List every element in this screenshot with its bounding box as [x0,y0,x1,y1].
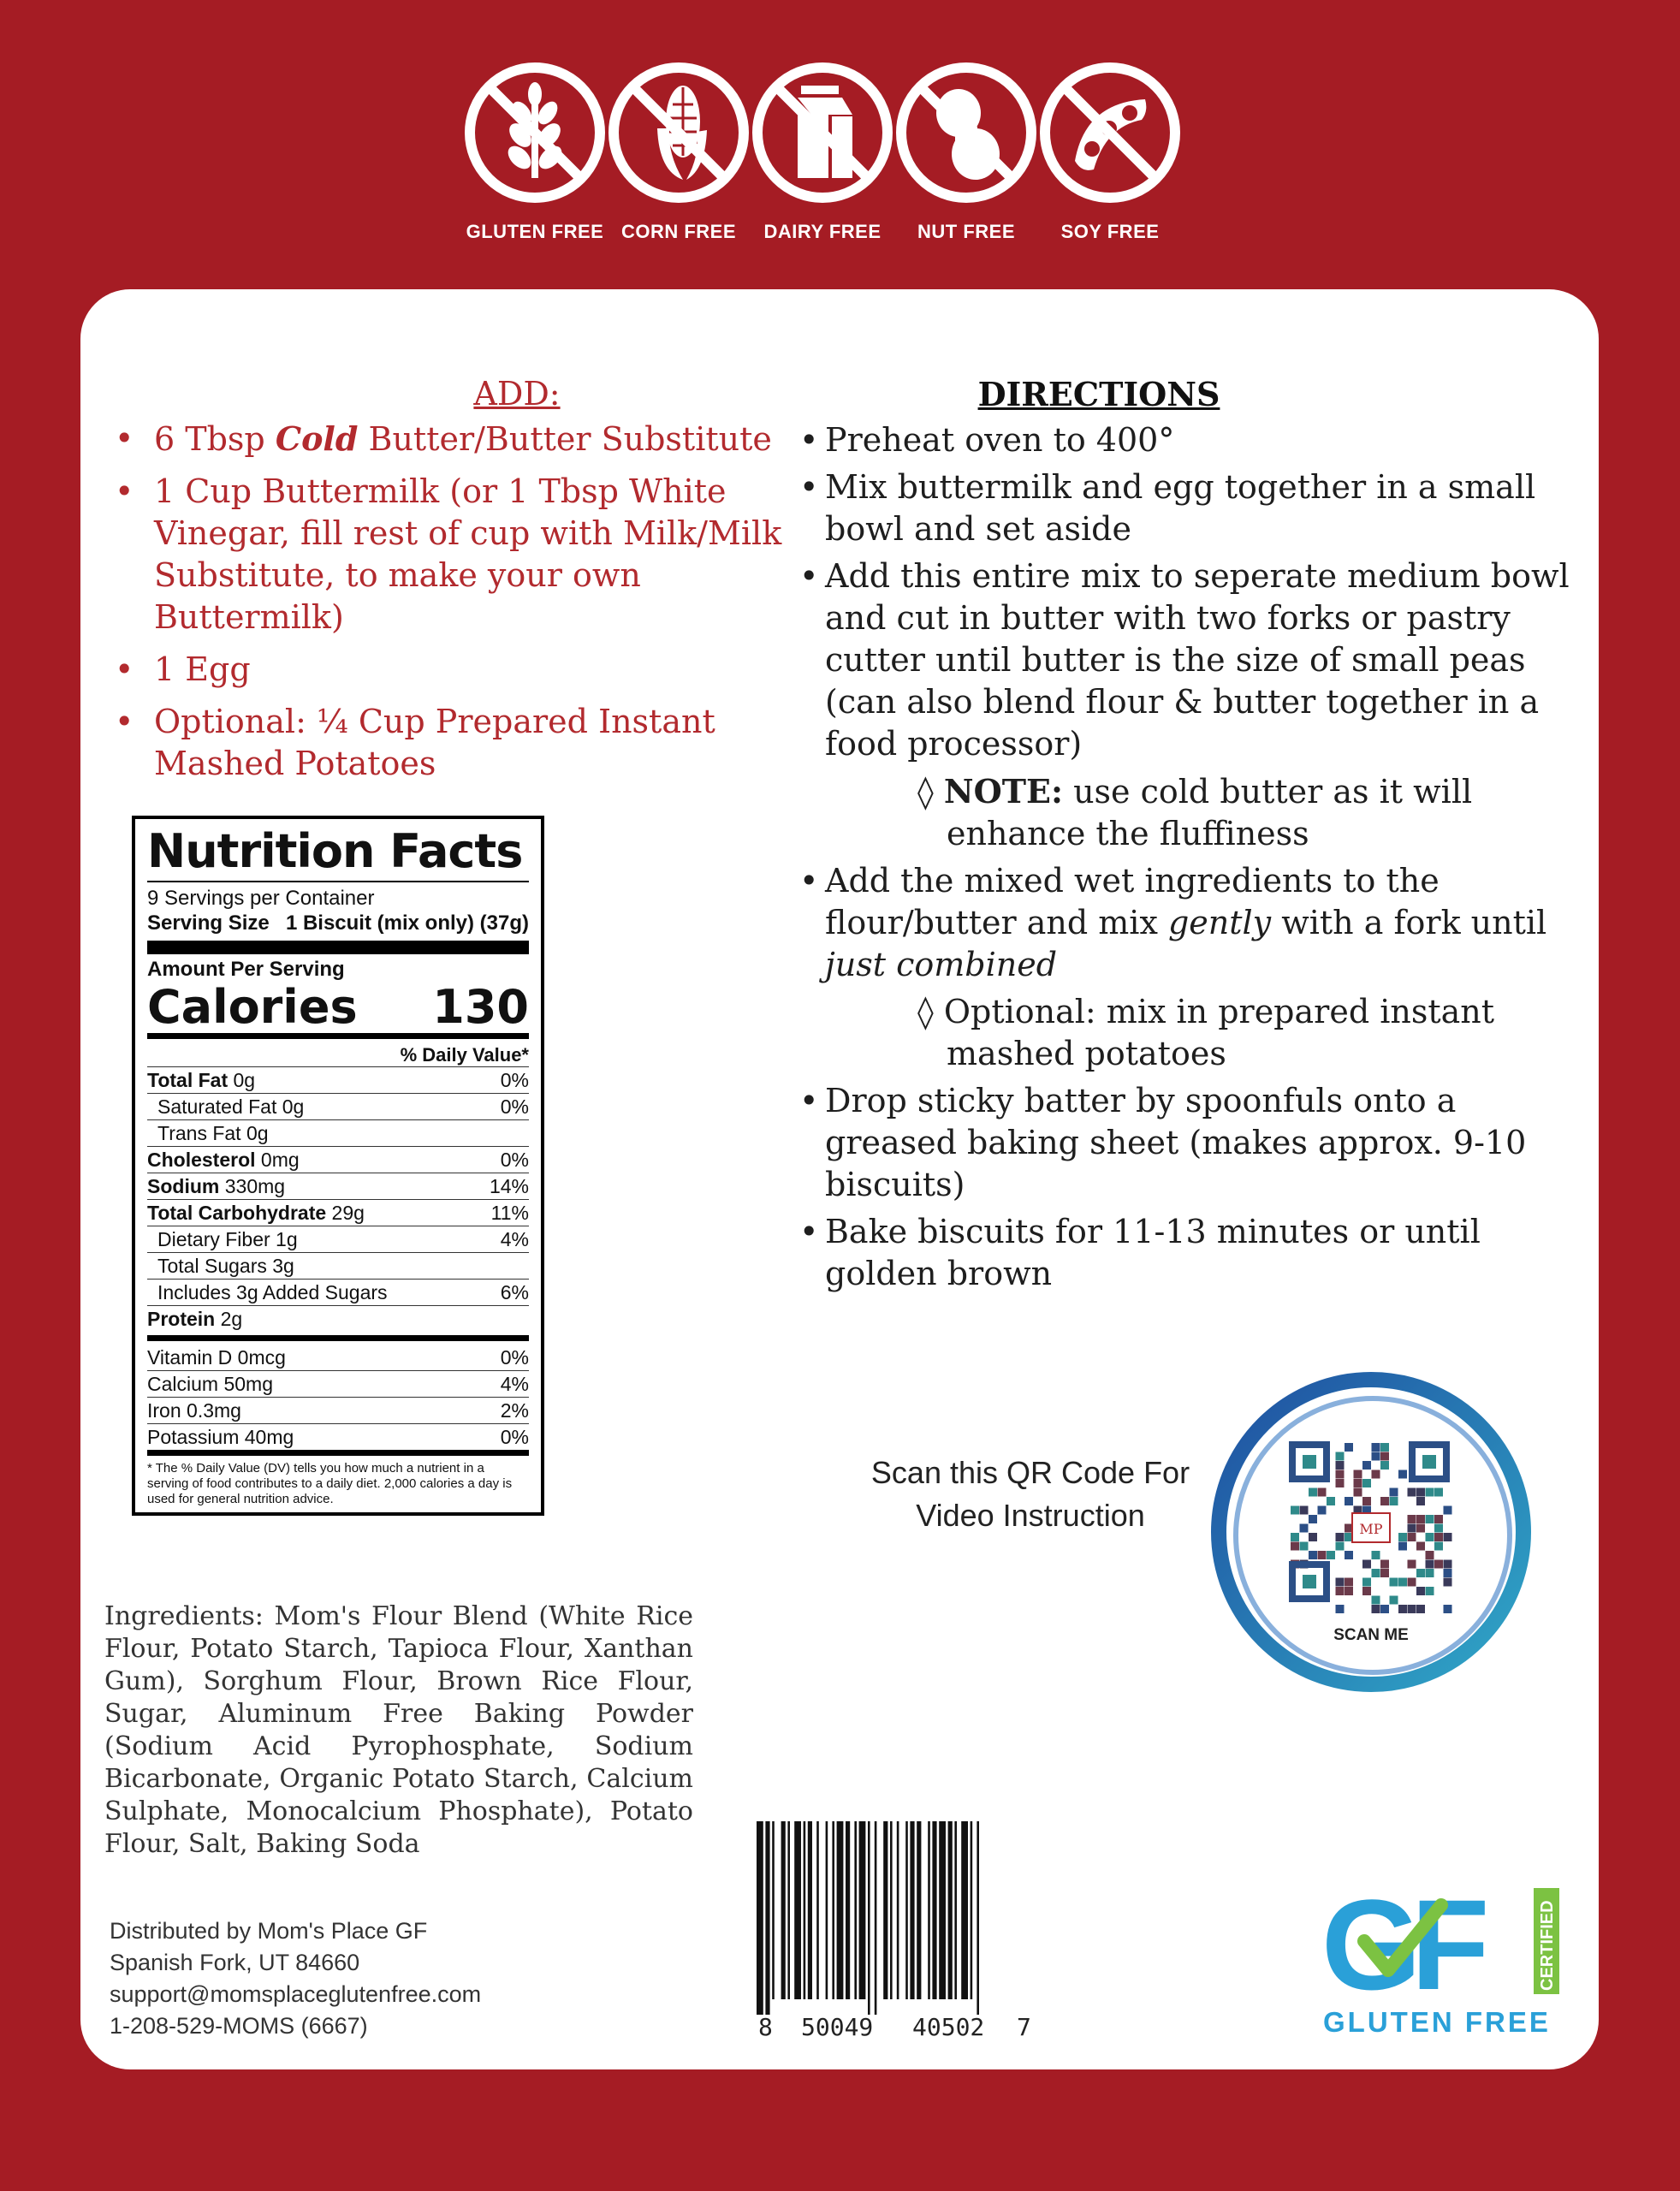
nutrition-facts-panel [132,816,544,1516]
allergen-label: GLUTEN FREE [466,221,604,242]
corn-icon [606,60,751,205]
direction-optional: ◊ Optional: mix in prepared instant mashed potatoes [917,993,1495,1072]
qr-code-badge[interactable] [1208,1369,1542,1695]
barcode-digit: 7 [1017,2013,1031,2041]
distributor-phone: 1-208-529-MOMS (6667) [110,2013,368,2039]
direction-step: • Bake biscuits for 11-13 minutes or until golden brown [799,1211,1595,1295]
directions-list [799,419,1595,1300]
qr-caption: Scan this QR Code For Video Instruction [870,1455,1190,1533]
allergen-label: DAIRY FREE [763,221,882,242]
allergen-badges [462,60,1215,248]
nutrient-row: Cholesterol 0mg 0% [147,1146,529,1173]
nutrient-row: Dietary Fiber 1g 4% [147,1226,529,1252]
nutrient-row: Includes 3g Added Sugars 6% [147,1279,529,1305]
allergen-corn-free [606,60,751,243]
nutrient-row: Total Fat 0g 0% [147,1066,529,1093]
servings-per-container: 9 Servings per Container [147,887,375,910]
add-heading: ADD: [473,375,561,413]
vitamin-rows [147,1345,529,1450]
directions-heading: DIRECTIONS [977,375,1220,413]
add-item: • 1 Egg [115,649,834,691]
qr-logo: MP [1359,1521,1383,1537]
distributor-email: support@momsplaceglutenfree.com [110,1981,482,2007]
allergen-label: NUT FREE [917,221,1015,242]
direction-step: • Preheat oven to 400° [799,419,1595,461]
allergen-gluten-free [462,60,608,243]
calories: Calories 130 [147,980,529,1034]
nutrient-row: Protein 2g [147,1305,529,1332]
nutrition-footnote: * The % Daily Value (DV) tells you how much a nutrient in a serving of food contributes to a daily diet. 2,000 calories a day is used for general nutrition advice. [147,1450,529,1507]
nutrient-row: Sodium 330mg 14% [147,1173,529,1199]
direction-note: ◊ NOTE: use cold butter as it will enhance the fluffiness [917,772,1473,852]
allergen-soy-free [1037,60,1183,243]
add-item: • 6 Tbsp Cold Butter/Butter Substitute [115,418,834,460]
distributor-name: Distributed by Mom's Place GF [110,1918,428,1944]
nutrient-rows [147,1066,529,1332]
barcode-digit: 8 [758,2013,773,2041]
distributor-info [110,1915,709,2042]
gf-letters: GF [1321,1881,1480,2016]
direction-step: • Mix buttermilk and egg together in a small bowl and set aside [799,466,1595,550]
add-list [115,418,834,795]
barcode [750,1821,1041,2044]
direction-step: • Add this entire mix to seperate medium bowl and cut in butter with two forks or pastry cutter until butter is the size of small peas (can also blend flour & butter together in a food processor) [799,555,1595,765]
certified-label: CERTIFIED [1538,1900,1557,1991]
scan-me-label: SCAN ME [1333,1626,1409,1644]
daily-value-header: % Daily Value* [147,1033,529,1066]
nutrient-row: Total Carbohydrate 29g 11% [147,1199,529,1226]
label-card [80,289,1599,2069]
nutrient-row: Saturated Fat 0g 0% [147,1093,529,1119]
gf-certified-logo [1321,1881,1570,2044]
allergen-label: SOY FREE [1060,221,1160,242]
add-item: • Optional: ¼ Cup Prepared Instant Mashed Potatoes [115,701,834,785]
nutrient-row: Trans Fat 0g [147,1119,529,1146]
direction-step: • Add the mixed wet ingredients to the flour/butter and mix gently with a fork until just combined [799,860,1595,986]
gluten-free-label: GLUTEN FREE [1323,2006,1551,2038]
vitamin-row: Calcium 50mg 4% [147,1370,529,1397]
barcode-digits: 50049 [801,2013,874,2041]
peanut-icon [893,60,1039,205]
vitamin-row: Iron 0.3mg 2% [147,1397,529,1423]
wheat-icon [462,60,608,205]
qr-code-icon [1208,1369,1542,1695]
amount-per-serving: Amount Per Serving [147,958,345,981]
ingredients-text: Ingredients: Mom's Flour Blend (White Rice Flour, Potato Starch, Tapioca Flour, Xanthan Gum), Sorghum Flour, Brown Rice Flour, Sugar, Aluminum Free Baking Powder (Sodium Acid Pyrophosphate, Sodium Bicarbonate, Organic Potato Starch, Calcium Sulphate, Monocalcium Phosphate), Potato Flour, Salt, Baking Soda [104,1601,693,1859]
soybean-icon [1037,60,1183,205]
direction-step: • Drop sticky batter by spoonfuls onto a greased baking sheet (makes approx. 9-10 biscuits) [799,1080,1595,1206]
allergen-nut-free [893,60,1039,243]
allergen-dairy-free [750,60,895,243]
vitamin-row: Potassium 40mg 0% [147,1423,529,1450]
barcode-digits: 40502 [912,2013,985,2041]
add-item: • 1 Cup Buttermilk (or 1 Tbsp White Vinegar, fill rest of cup with Milk/Milk Substitute, to make your own Buttermilk) [115,471,834,638]
nutrient-row: Total Sugars 3g [147,1252,529,1279]
allergen-label: CORN FREE [620,221,737,242]
vitamin-row: Vitamin D 0mcg 0% [147,1346,529,1369]
nutrition-title: Nutrition Facts [147,824,523,878]
milk-carton-icon [750,60,895,205]
distributor-address: Spanish Fork, UT 84660 [110,1950,360,1975]
serving-size: Serving Size 1 Biscuit (mix only) (37g) [147,911,529,935]
